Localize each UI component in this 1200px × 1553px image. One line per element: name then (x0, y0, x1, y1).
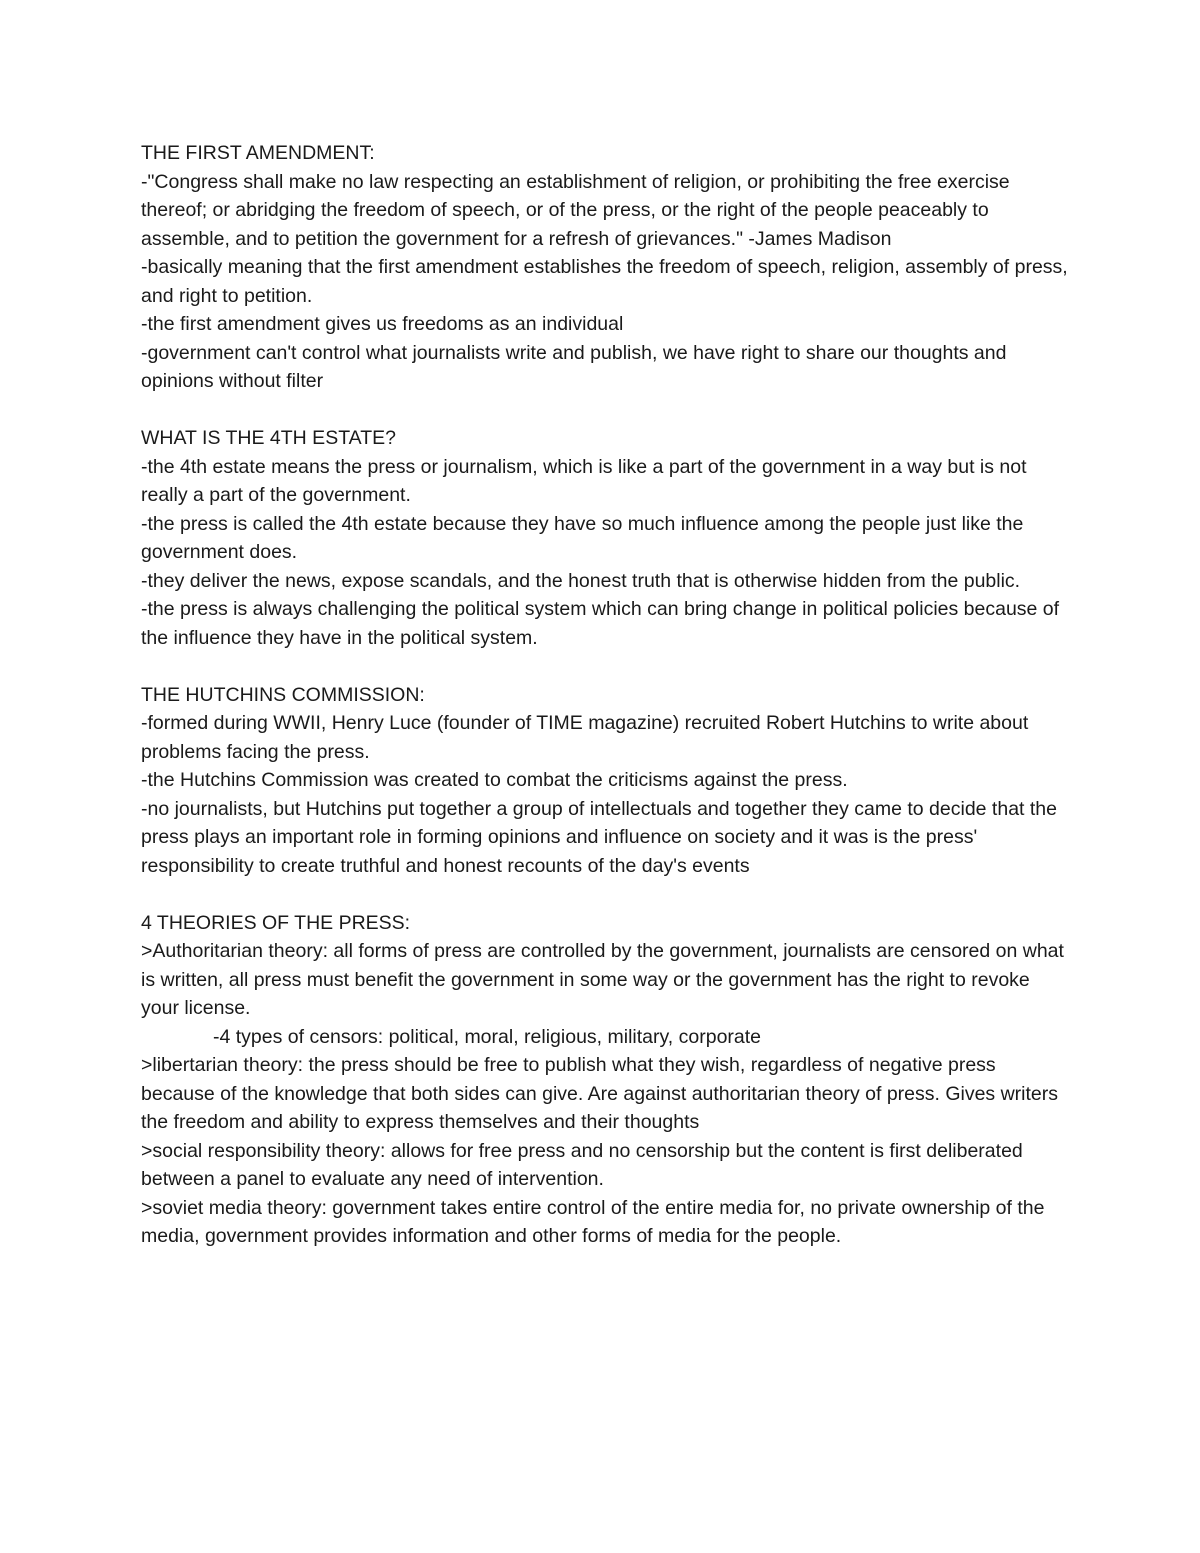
paragraph: -the 4th estate means the press or journalism, which is like a part of the government in a way but is not really a part of the government. (141, 455, 1027, 506)
section-heading: 4 THEORIES OF THE PRESS: (141, 911, 411, 934)
section-theories-of-press (141, 909, 1071, 1251)
paragraph: -formed during WWII, Henry Luce (founder of TIME magazine) recruited Robert Hutchins to write about problems facing the press. (141, 712, 1029, 763)
section-first-amendment (141, 139, 1071, 396)
paragraph: >Authoritarian theory: all forms of press are controlled by the government, journalists are censored on what is written, all press must benefit the government in some way or the government has the right to revoke your license. (141, 940, 1064, 1019)
paragraph: >libertarian theory: the press should be free to publish what they wish, regardless of negative press because of the knowledge that both sides can give. Are against authoritarian theory of press. Gives writers the freedom and ability to express themselves and their thoughts (141, 1054, 1059, 1133)
section-fourth-estate (141, 424, 1071, 652)
paragraph: -the press is always challenging the political system which can bring change in political policies because of the influence they have in the political system. (141, 598, 1060, 649)
section-heading: THE HUTCHINS COMMISSION: (141, 683, 425, 706)
indented-paragraph: -4 types of censors: political, moral, religious, military, corporate (213, 1025, 762, 1048)
paragraph: >soviet media theory: government takes entire control of the entire media for, no private ownership of the media, government provides information and other forms of media for the people. (141, 1196, 1045, 1247)
section-hutchins-commission (141, 681, 1071, 881)
section-heading: WHAT IS THE 4TH ESTATE? (141, 427, 396, 449)
paragraph: -the press is called the 4th estate because they have so much influence among the people just like the government does. (141, 512, 1024, 563)
document-page (141, 139, 1071, 1279)
paragraph: -they deliver the news, expose scandals, and the honest truth that is otherwise hidden from the public. (141, 569, 1021, 592)
paragraph: -"Congress shall make no law respecting an establishment of religion, or prohibiting the free exercise thereof; or abridging the freedom of speech, or of the press, or the right of the people peaceably to assemble, and to petition the government for a refresh of grievances." -James Madison (141, 170, 1010, 250)
section-heading: THE FIRST AMENDMENT: (141, 142, 375, 164)
paragraph: -no journalists, but Hutchins put together a group of intellectuals and together they came to decide that the press plays an important role in forming opinions and influence on society and it was is the press' responsibility to create truthful and honest recounts of the day's events (141, 797, 1057, 877)
paragraph: -the first amendment gives us freedoms as an individual (141, 313, 624, 335)
paragraph: -basically meaning that the first amendment establishes the freedom of speech, religion, assembly of press, and right to petition. (141, 256, 1068, 307)
paragraph: -government can't control what journalists write and publish, we have right to share our thoughts and opinions without filter (141, 341, 1007, 392)
paragraph: >social responsibility theory: allows for free press and no censorship but the content is first deliberated between a panel to evaluate any need of intervention. (141, 1139, 1023, 1190)
paragraph: -the Hutchins Commission was created to combat the criticisms against the press. (141, 769, 848, 791)
